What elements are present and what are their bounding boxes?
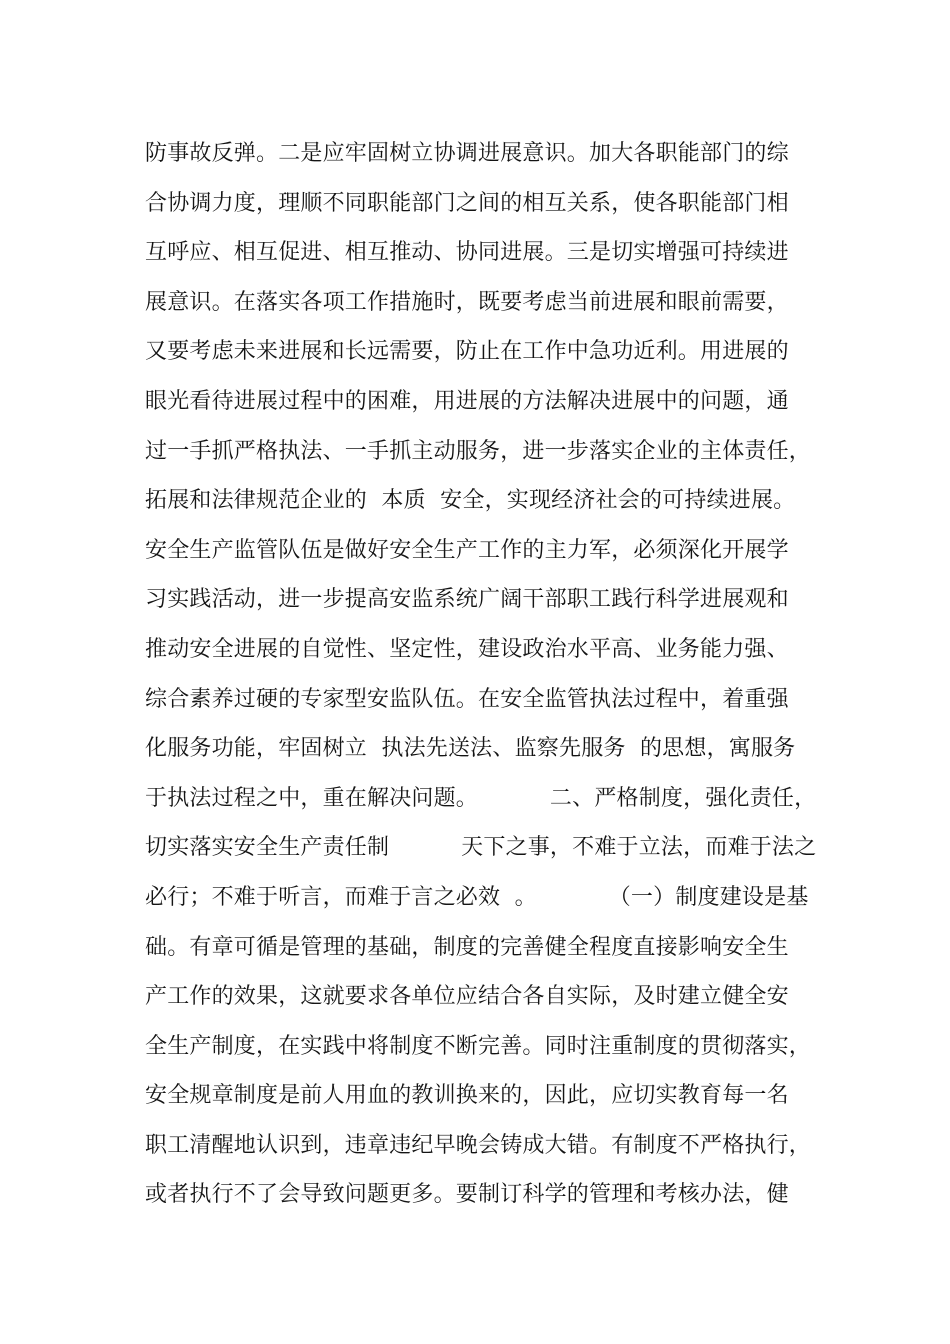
text-line: 习实践活动，进一步提高安监系统广阔干部职工践行科学进展观和 (145, 587, 789, 613)
text-line: 或者执行不了会导致问题更多。要制订科学的管理和考核办法，健 (145, 1182, 789, 1208)
text-line: 安全规章制度是前人用血的教训换来的，因此，应切实教育每一名 (145, 1083, 789, 1109)
text-line: 展意识。在落实各项工作措施时，既要考虑当前进展和眼前需要， (145, 289, 789, 315)
body-text (145, 129, 825, 1220)
text-line: 于执法过程之中，重在解决问题。 二、严格制度，强化责任， (145, 785, 817, 811)
text-line: 防事故反弹。二是应牢固树立协调进展意识。加大各职能部门的综 (145, 141, 789, 166)
text-line: 安全生产监管队伍是做好安全生产工作的主力军，必须深化开展学 (145, 537, 789, 563)
text-line: 化服务功能，牢固树立 执法先送法、监察先服务 的思想，寓服务 (145, 736, 796, 762)
text-line: 职工清醒地认识到，违章违纪早晚会铸成大错。有制度不严格执行， (145, 1132, 812, 1158)
text-line: 础。有章可循是管理的基础，制度的完善健全程度直接影响安全生 (145, 934, 789, 960)
text-line: 过一手抓严格执法、一手抓主动服务，进一步落实企业的主体责任， (145, 438, 812, 464)
text-line: 切实落实安全生产责任制 天下之事，不难于立法，而难于法之 (145, 835, 817, 861)
text-line: 合协调力度，理顺不同职能部门之间的相互关系，使各职能部门相 (145, 190, 789, 216)
text-line: 必行；不难于听言，而难于言之必效 。 （一）制度建设是基 (145, 884, 809, 910)
text-line: 综合素养过硬的专家型安监队伍。在安全监管执法过程中，着重强 (145, 686, 789, 712)
text-line: 又要考虑未来进展和长远需要，防止在工作中急功近利。用进展的 (145, 339, 789, 365)
text-line: 推动安全进展的自觉性、坚定性，建设政治水平高、业务能力强、 (145, 636, 789, 662)
text-line: 全生产制度，在实践中将制度不断完善。同时注重制度的贯彻落实， (145, 1033, 812, 1059)
text-line: 互呼应、相互促进、相互推动、协同进展。三是切实增强可持续进 (145, 240, 789, 266)
text-line: 眼光看待进展过程中的困难，用进展的方法解决进展中的问题，通 (145, 388, 789, 414)
text-line: 产工作的效果，这就要求各单位应结合各自实际，及时建立健全安 (145, 984, 789, 1010)
text-line: 拓展和法律规范企业的 本质 安全，实现经济社会的可持续进展。 (145, 488, 796, 514)
